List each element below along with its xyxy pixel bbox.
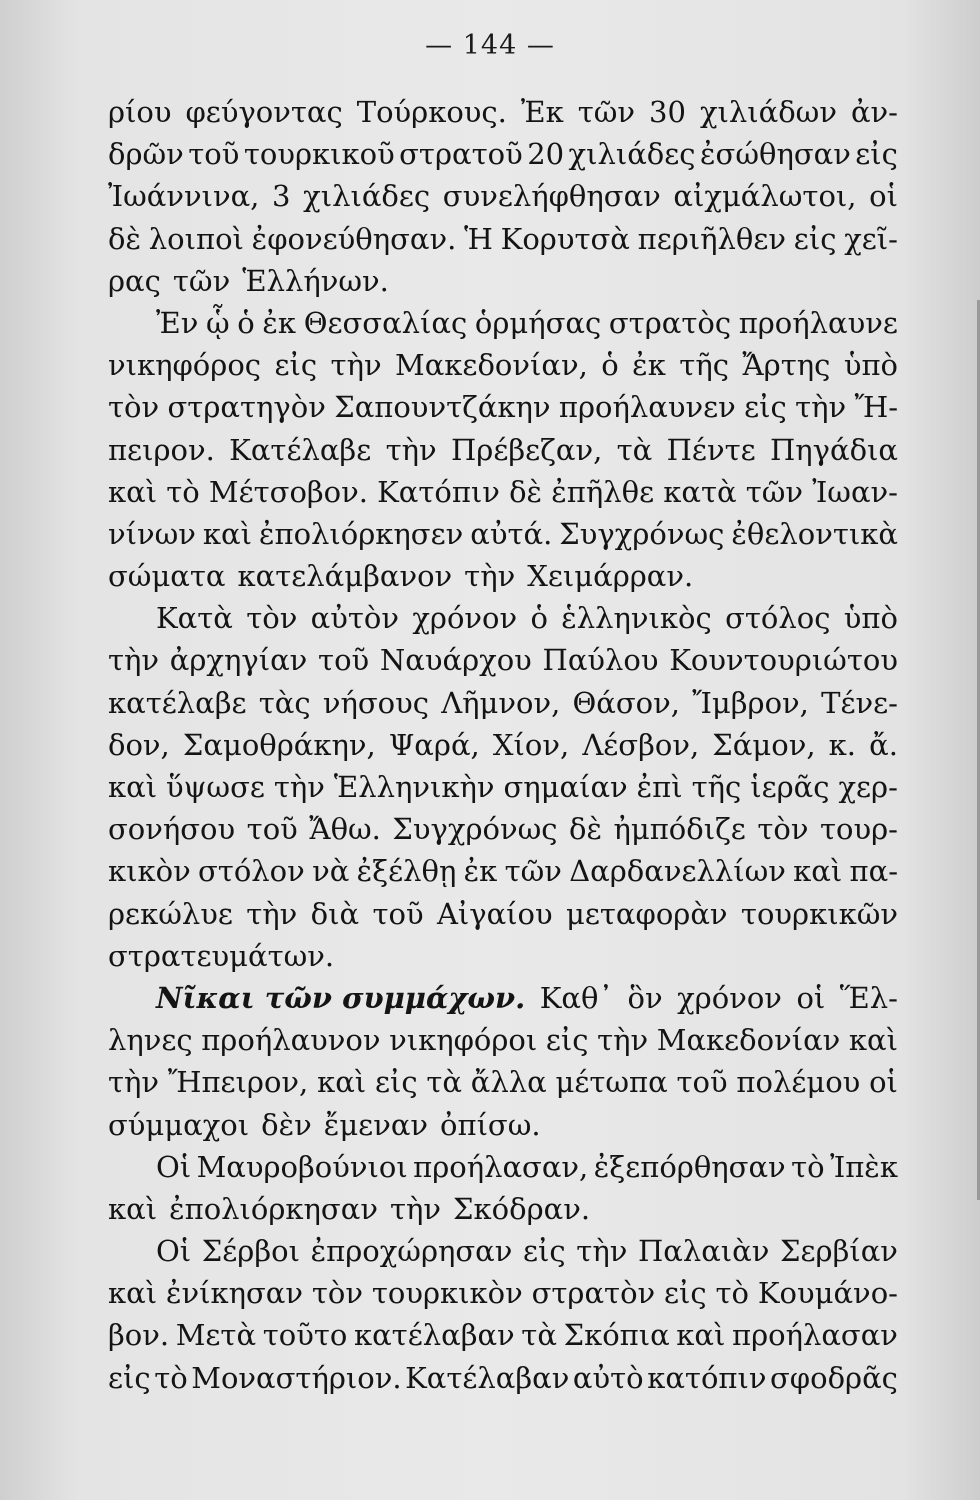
word: κατελάμβανον [237, 559, 453, 594]
word: τὴν [385, 432, 437, 467]
word: διὰ [310, 896, 360, 931]
word: τὸ [791, 1149, 825, 1184]
word: καὶ [676, 1318, 726, 1353]
text-line [108, 471, 898, 513]
word: ἐξέλθῃ [356, 854, 457, 889]
word: Σκόδραν. [453, 1191, 591, 1226]
word: τὴν [246, 896, 298, 931]
word: τὴν [108, 1065, 160, 1100]
word: καὶ [108, 474, 158, 509]
text-line [108, 1019, 898, 1061]
text-line [108, 1061, 898, 1103]
word: τὸ [715, 1276, 750, 1311]
word: Κατέλαβαν [405, 1360, 570, 1395]
word: στρατὸν [531, 1276, 656, 1311]
word: νικηφόρος [108, 348, 262, 383]
word: ἄ. [869, 727, 898, 762]
word: ὁρμήσας [474, 305, 602, 340]
word: ἐπολιόρκησεν [258, 516, 464, 551]
word: Ἰωάννινα, [108, 179, 260, 214]
word: ἄλλα [470, 1065, 547, 1100]
word: ἱερᾶς [750, 770, 830, 804]
word: ἐξεπόρθησαν [593, 1149, 786, 1184]
word: χιλιάδων [699, 95, 837, 129]
word: τῆς [679, 348, 729, 383]
word: σώματα [108, 559, 226, 594]
word: Πρέβεζαν, [450, 432, 603, 467]
word: πειρον. [108, 432, 215, 467]
word: Κατὰ [156, 601, 233, 636]
word: κατὰ [663, 474, 737, 509]
word: κ. [828, 727, 857, 762]
word: τὸν [311, 1276, 363, 1311]
word: ἑλληνικὸς [561, 601, 712, 636]
word: δὲν [261, 1107, 312, 1142]
word: ἐσώθησαν [699, 137, 851, 172]
word: τὴν [273, 770, 325, 804]
word: ἐφονεύθησαν. [251, 221, 457, 256]
word: τὸ [166, 474, 200, 509]
word: καὶ [202, 516, 252, 551]
word: Συγχρόνως [392, 812, 558, 847]
word: τὴν [576, 1234, 628, 1269]
word: τὸν [246, 601, 298, 636]
word: Λῆμνον, [441, 685, 561, 720]
word: στρατοῦ [399, 137, 523, 172]
word: συνελήφθησαν [442, 179, 661, 214]
word: τὸν [757, 812, 809, 847]
word: Κατέλαβε [229, 432, 372, 467]
word: Σερβίαν [780, 1234, 898, 1269]
word: Παύλου [542, 643, 659, 678]
word: Θάσον, [572, 685, 680, 720]
word: καὶ [793, 854, 843, 889]
word: ὀπίσω. [440, 1107, 541, 1142]
word: εἰς [108, 1360, 151, 1395]
word: ἐπολιόρκησαν [169, 1191, 378, 1226]
word: ὑπὸ [843, 601, 898, 636]
text-line [108, 1230, 898, 1272]
word: σφοδρᾶς [770, 1360, 898, 1395]
word: τὴν [330, 348, 382, 383]
word: βον. [108, 1318, 170, 1353]
text-line [108, 1188, 898, 1230]
word: οἱ [796, 980, 826, 1015]
word: εἰς [545, 1023, 589, 1058]
body-text [108, 91, 898, 1399]
word: Ἕλ- [839, 980, 898, 1015]
word: τῶν [504, 854, 562, 889]
word: μέτωπα [555, 1065, 668, 1100]
word: εἰς [374, 1065, 418, 1100]
word: ὁ [601, 348, 619, 383]
word: στρατὸς [608, 305, 732, 340]
word: αὐτὸ [572, 1360, 644, 1395]
word: Χειμάρραν. [527, 559, 694, 594]
word: χρόνον [677, 980, 782, 1015]
word: δὲ [568, 812, 603, 847]
word: προήλασαν, [413, 1149, 589, 1184]
word: τὸ [154, 1360, 188, 1395]
word: καὶ [317, 1065, 367, 1100]
word: χιλιάδες [303, 179, 431, 214]
word: Ἑλλήνων. [242, 263, 389, 298]
text-line [108, 724, 898, 766]
word: εἰς [793, 221, 837, 256]
text-line [108, 260, 898, 302]
word: Ναυάρχου [379, 643, 532, 678]
text-line [108, 1357, 898, 1399]
word: ἐνίκησαν [165, 1276, 304, 1311]
word: τῆς [691, 770, 742, 804]
word: κατέλαβε [108, 685, 247, 720]
word: Τένε- [821, 685, 898, 720]
word: εἰς [523, 1234, 566, 1269]
word: 3 [272, 179, 291, 214]
text-line [108, 639, 898, 681]
text-line [108, 218, 898, 260]
word: τὸν [108, 390, 160, 425]
text-line [108, 1104, 898, 1146]
word: ἔμεναν [323, 1107, 429, 1142]
word: πα- [849, 854, 898, 889]
word: Ἡ [464, 221, 493, 256]
word: κικὸν [108, 854, 191, 889]
word: Ἰωαν- [812, 474, 898, 509]
word: στρατηγὸν [167, 390, 326, 425]
word: χεῖ- [844, 221, 898, 256]
word: τὰς [258, 685, 311, 720]
word: καὶ [848, 1023, 898, 1058]
word: ληνες [108, 1023, 193, 1058]
word: ὁ [530, 601, 548, 636]
text-line [108, 302, 898, 344]
text-line [108, 344, 898, 386]
word: Πέντε [666, 432, 756, 467]
text-line [108, 513, 898, 555]
word: τὰ [616, 432, 653, 467]
text-line [108, 91, 898, 133]
word: δρῶν [108, 137, 184, 172]
word: προήλαυνον [201, 1023, 381, 1058]
word: τοῦ [318, 643, 370, 678]
word: τῶν [577, 95, 636, 129]
word: 20 [527, 137, 565, 172]
word: προήλαυνε [738, 305, 898, 340]
word: σύμμαχοι [108, 1107, 250, 1142]
text-line [108, 133, 898, 175]
word: τὴν [108, 643, 160, 678]
word: τῶν [745, 474, 804, 509]
word: Ἰπὲκ [830, 1149, 898, 1184]
word: Δαρδανελλίων [569, 854, 786, 889]
word: Ἑλληνικὴν [333, 770, 495, 804]
page-number: — 144 — [425, 30, 555, 61]
word: τουρκικοῦ [243, 137, 395, 172]
word: κατέλαβαν [353, 1318, 515, 1353]
word: τοῦ [372, 896, 424, 931]
word: Σαμοθράκην, [182, 727, 376, 762]
word: ρας [108, 263, 161, 298]
word: νίνων [108, 516, 196, 551]
word: στόλος [725, 601, 831, 636]
word: ἐθελοντικὰ [731, 516, 898, 551]
word: Οἱ [156, 1149, 192, 1184]
word: Ἐκ [520, 95, 564, 129]
word: τοῦ [246, 812, 298, 847]
word: προήλαυνεν [558, 390, 736, 425]
text-line [108, 555, 898, 597]
word: Αἰγαίου [436, 896, 553, 931]
word: Κορυτσὰ [500, 221, 630, 256]
word: εἰς [274, 348, 318, 383]
word: Συγχρόνως [559, 516, 725, 551]
word: νὰ [312, 854, 350, 889]
word: περιῆλθεν [637, 221, 787, 256]
word: ἐπὶ [636, 770, 683, 804]
word: ἀν- [850, 95, 898, 129]
word: μεταφορὰν [566, 896, 728, 931]
word: Μακεδονίαν, [395, 348, 588, 383]
word: στόλον [198, 854, 305, 889]
word: Σαπουντζάκην [334, 390, 551, 425]
word: ἐκ [632, 348, 666, 383]
text-line [108, 1314, 898, 1356]
text-line [108, 1146, 898, 1188]
word: Ἤπειρον, [167, 1065, 309, 1100]
word: κατόπιν [647, 1360, 767, 1395]
word: Θεσσαλίας [303, 305, 468, 340]
word: καὶ [108, 1191, 158, 1226]
word: λοιποὶ [148, 221, 244, 256]
word: Σέρβοι [201, 1234, 300, 1269]
word: Μακεδονίαν [656, 1023, 841, 1058]
word: ὕψωσε [166, 770, 265, 804]
word: Μαυροβούνιοι [196, 1149, 408, 1184]
word: ἐκ [262, 305, 297, 340]
word: τὰ [426, 1065, 462, 1100]
word: ᾧ [206, 305, 230, 340]
section-heading: Νῖκαι τῶν συμμάχων. [156, 980, 526, 1015]
word: ἠμπόδιζε [613, 812, 746, 847]
word: Χίον, [492, 727, 570, 762]
word: Ἐν [156, 305, 199, 340]
word: χιλιάδες [568, 137, 696, 172]
word: αἰχμάλωτοι, [673, 179, 857, 214]
word: καὶ [108, 770, 158, 804]
word: ρεκώλυε [108, 896, 233, 931]
text-line [108, 1272, 898, 1314]
word: αὐτὸν [310, 601, 400, 636]
word: Οἱ [156, 1234, 192, 1269]
word: Πηγάδια [769, 432, 898, 467]
word: φεύγοντας [185, 95, 343, 129]
word: ρίου [108, 95, 172, 129]
word: τὴν [464, 559, 516, 594]
word: ὁ [237, 305, 255, 340]
word: Ἄθω. [309, 812, 381, 847]
word: τὴν [389, 1191, 442, 1226]
word: νικηφόροι [389, 1023, 538, 1058]
word: εἰς [664, 1276, 707, 1311]
word: Ἤ- [854, 390, 898, 425]
word: σονήσου [108, 812, 236, 847]
text-line [108, 893, 898, 935]
word: Ἄρτης [742, 348, 831, 383]
word: στρατευμάτων. [108, 938, 335, 973]
word: ὑπὸ [843, 348, 898, 383]
word: χρόνον [412, 601, 518, 636]
word: Ἴμβρον, [692, 685, 809, 720]
text-line [108, 175, 898, 217]
word: καὶ [108, 1276, 158, 1311]
word: Σκόπια [563, 1318, 670, 1353]
word: Μετὰ [175, 1318, 257, 1353]
word: ἐπροχώρησαν [310, 1234, 513, 1269]
word: τουρκικῶν [740, 896, 898, 931]
word: πολέμου [736, 1065, 861, 1100]
text-line [108, 808, 898, 850]
word: τοῦ [188, 137, 240, 172]
word: αὐτά. [470, 516, 553, 551]
word: εἰς [855, 137, 898, 172]
word: Μοναστήριον. [191, 1360, 402, 1395]
text-line [108, 977, 898, 1019]
word: τὴν [597, 1023, 649, 1058]
text-line [108, 766, 898, 808]
word: ἐκ [463, 854, 498, 889]
word: Παλαιὰν [637, 1234, 770, 1269]
word: ὃν [627, 980, 663, 1015]
word: ἀρχηγίαν [169, 643, 308, 678]
word: Κουντουριώτου [669, 643, 898, 678]
word: Καθ᾽ [539, 980, 613, 1015]
word: οἱ [869, 179, 898, 214]
text-line [108, 597, 898, 639]
word: οἱ [869, 1065, 898, 1100]
word: τὰ [521, 1318, 557, 1353]
text-line [108, 682, 898, 724]
word: Κατόπιν [377, 474, 500, 509]
word: Λέσβον, [582, 727, 700, 762]
word: τουρκικὸν [371, 1276, 523, 1311]
text-line [108, 429, 898, 471]
text-line [108, 935, 898, 977]
word: Σάμον, [712, 727, 816, 762]
word: δὲ [509, 474, 543, 509]
word: νήσους [322, 685, 429, 720]
word: τῶν [172, 263, 231, 298]
word: εἰς [744, 390, 787, 425]
word: Κουμάνο- [757, 1276, 898, 1311]
word: προήλασαν [732, 1318, 898, 1353]
word: τοῦ [676, 1065, 728, 1100]
word: ἐπῆλθε [551, 474, 655, 509]
word: χερ- [838, 770, 898, 804]
word: 30 [649, 95, 686, 129]
word: δὲ [108, 221, 142, 256]
word: Τούρκους. [356, 95, 507, 129]
word: Ψαρά, [388, 727, 480, 762]
word: τοῦτο [262, 1318, 348, 1353]
word: Μέτσοβον. [208, 474, 368, 509]
word: σημαίαν [503, 770, 628, 804]
text-line [108, 386, 898, 428]
word: δον, [108, 727, 170, 762]
word: τουρ- [819, 812, 898, 847]
text-line [108, 850, 898, 892]
word: τὴν [795, 390, 847, 425]
